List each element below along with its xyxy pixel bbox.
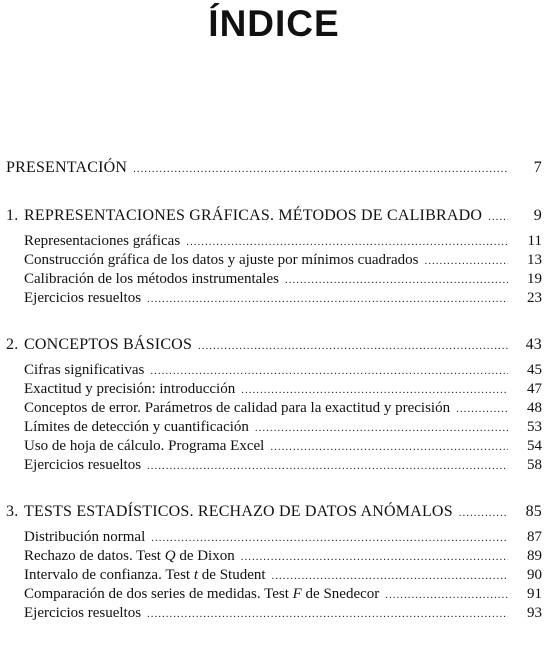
toc-item-label bbox=[24, 585, 379, 603]
chapter-page: 9 bbox=[533, 207, 542, 224]
test-symbol: Q bbox=[164, 548, 176, 564]
toc-chapter-2 bbox=[6, 335, 542, 475]
chapter-title: REPRESENTACIONES GRÁFICAS. MÉTODOS DE CALIBRADO bbox=[24, 207, 483, 224]
toc-item-label: Distribución normal bbox=[24, 529, 146, 545]
toc-item[interactable] bbox=[6, 270, 542, 289]
toc-item[interactable] bbox=[6, 585, 542, 604]
dot-leader bbox=[272, 567, 508, 585]
toc-item-label: Representaciones gráficas bbox=[24, 233, 181, 249]
dot-leader bbox=[186, 233, 508, 251]
chapter-number: 2. bbox=[6, 336, 19, 353]
toc-item-page: 23 bbox=[527, 290, 542, 306]
toc-item-label: Límites de detección y cuantificación bbox=[24, 419, 249, 435]
table-of-contents bbox=[6, 158, 542, 650]
toc-item-page: 48 bbox=[527, 400, 542, 416]
toc-item[interactable] bbox=[6, 604, 542, 623]
dot-leader bbox=[241, 548, 508, 566]
dot-leader bbox=[270, 438, 508, 456]
toc-item-page: 58 bbox=[527, 457, 542, 473]
toc-item[interactable] bbox=[6, 251, 542, 270]
toc-item[interactable] bbox=[6, 361, 542, 380]
dot-leader bbox=[133, 159, 508, 179]
toc-chapter-heading[interactable] bbox=[6, 335, 542, 356]
toc-item-label bbox=[24, 547, 235, 565]
dot-leader bbox=[150, 362, 508, 380]
toc-chapter-3 bbox=[6, 502, 542, 623]
dot-leader bbox=[385, 586, 508, 604]
toc-item-page: 11 bbox=[527, 233, 542, 249]
dot-leader bbox=[255, 419, 508, 437]
toc-item-label: Cifras significativas bbox=[24, 362, 145, 378]
toc-chapter-1 bbox=[6, 206, 542, 308]
toc-item-label-text: de Student bbox=[198, 567, 266, 583]
toc-section-presentation bbox=[6, 158, 542, 179]
toc-item-page: 13 bbox=[527, 252, 542, 268]
toc-item-label: Calibración de los métodos instrumentales bbox=[24, 271, 279, 287]
toc-entry-page: 7 bbox=[533, 159, 542, 176]
test-symbol: t bbox=[193, 567, 199, 583]
toc-item-label-text: Comparación de dos series de medidas. Test bbox=[24, 586, 293, 602]
dot-leader bbox=[488, 207, 508, 227]
toc-item-page: 91 bbox=[527, 586, 542, 602]
toc-item-page: 89 bbox=[527, 548, 542, 564]
toc-item-label-text: de Snedecor bbox=[301, 586, 380, 602]
toc-item[interactable] bbox=[6, 547, 542, 566]
toc-item-label: Exactitud y precisión: introducción bbox=[24, 381, 236, 397]
toc-item[interactable] bbox=[6, 528, 542, 547]
toc-item[interactable] bbox=[6, 289, 542, 308]
toc-item-label-text: de Dixon bbox=[175, 548, 235, 564]
toc-item[interactable] bbox=[6, 399, 542, 418]
chapter-title: CONCEPTOS BÁSICOS bbox=[24, 336, 193, 353]
toc-item-page: 45 bbox=[527, 362, 542, 378]
dot-leader bbox=[459, 503, 508, 523]
dot-leader bbox=[285, 271, 508, 289]
chapter-page: 85 bbox=[525, 503, 542, 520]
toc-item[interactable] bbox=[6, 232, 542, 251]
toc-item[interactable] bbox=[6, 566, 542, 585]
toc-entry-presentation[interactable] bbox=[6, 158, 542, 179]
test-symbol: F bbox=[292, 586, 302, 602]
toc-item[interactable] bbox=[6, 380, 542, 399]
toc-entry-label: PRESENTACIÓN bbox=[6, 159, 128, 176]
toc-item-page: 54 bbox=[527, 438, 542, 454]
dot-leader bbox=[198, 336, 508, 356]
toc-item[interactable] bbox=[6, 418, 542, 437]
toc-item-label: Ejercicios resueltos bbox=[24, 290, 142, 306]
toc-chapter-heading[interactable] bbox=[6, 502, 542, 523]
toc-item[interactable] bbox=[6, 456, 542, 475]
toc-item-label: Ejercicios resueltos bbox=[24, 457, 142, 473]
toc-item-label: Conceptos de error. Parámetros de calidad para la exactitud y precisión bbox=[24, 400, 451, 416]
chapter-page: 43 bbox=[525, 336, 542, 353]
toc-item-label: Uso de hoja de cálculo. Programa Excel bbox=[24, 438, 265, 454]
toc-chapter-heading[interactable] bbox=[6, 206, 542, 227]
toc-item-label: Construcción gráfica de los datos y ajuste por mínimos cuadrados bbox=[24, 252, 419, 268]
toc-item-label-text: Rechazo de datos. Test bbox=[24, 548, 165, 564]
dot-leader bbox=[241, 381, 508, 399]
page-title: ÍNDICE bbox=[208, 3, 340, 44]
toc-item-page: 87 bbox=[527, 529, 542, 545]
chapter-title: TESTS ESTADÍSTICOS. RECHAZO DE DATOS ANÓMALOS bbox=[24, 503, 453, 520]
toc-item[interactable] bbox=[6, 437, 542, 456]
dot-leader bbox=[147, 457, 508, 475]
toc-item-page: 53 bbox=[527, 419, 542, 435]
chapter-number: 3. bbox=[6, 503, 19, 520]
toc-item-page: 47 bbox=[527, 381, 542, 397]
dot-leader bbox=[147, 290, 508, 308]
toc-item-page: 19 bbox=[527, 271, 542, 287]
toc-item-label bbox=[24, 566, 266, 584]
dot-leader bbox=[425, 252, 509, 270]
dot-leader bbox=[147, 605, 508, 623]
toc-item-label: Ejercicios resueltos bbox=[24, 605, 142, 621]
toc-item-page: 90 bbox=[527, 567, 542, 583]
dot-leader bbox=[456, 400, 508, 418]
dot-leader bbox=[151, 529, 508, 547]
toc-item-page: 93 bbox=[527, 605, 542, 621]
toc-item-label-text: Intervalo de confianza. Test bbox=[24, 567, 194, 583]
chapter-number: 1. bbox=[6, 207, 19, 224]
